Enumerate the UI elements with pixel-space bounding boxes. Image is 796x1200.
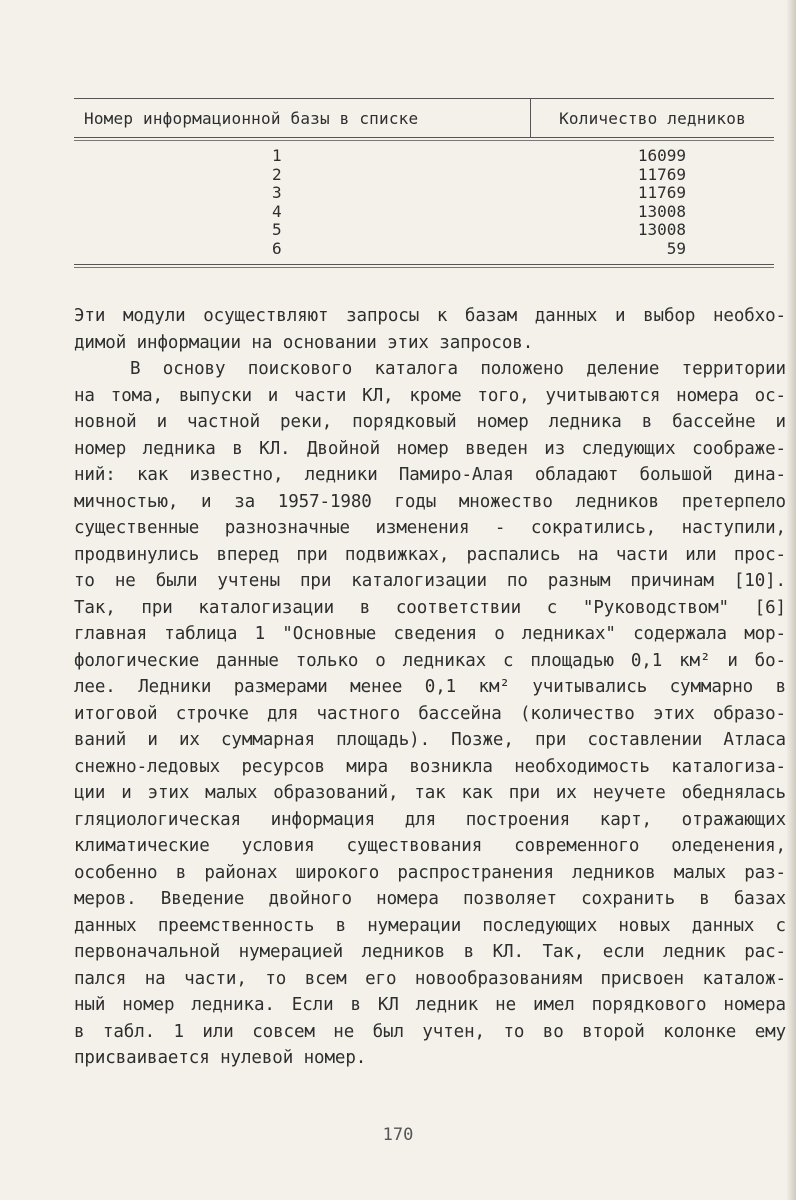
text-line: особенно в районах широкого распространения ледников малых раз- bbox=[74, 862, 786, 883]
text-line: ний: как известно, ледники Памиро-Алая обладают большой дина- bbox=[74, 465, 786, 485]
text-line: существенные разнозначные изменения - сократились, наступили, bbox=[74, 518, 786, 538]
table-header bbox=[74, 99, 774, 137]
header-glacier-count: Количество ледников bbox=[530, 99, 774, 137]
table-cell-count: 59 bbox=[666, 238, 686, 258]
text-line: номер ледника в КЛ. Двойной номер введен из следующих соображе- bbox=[74, 438, 786, 459]
header-base-number: Номер информационной базы в списке bbox=[84, 108, 419, 128]
text-line: итоговой строчке для частного бассейна (количество этих образо- bbox=[74, 703, 786, 724]
text-line: ваний и их суммарная площадь). Позже, при составлении Атласа bbox=[74, 730, 786, 750]
text-line: данных преемственность в нумерации последующих новых данных с bbox=[74, 915, 786, 936]
text-line: первоначальной нумерацией ледников в КЛ. Так, если ледник рас- bbox=[74, 942, 786, 962]
table-cell-num: 6 bbox=[272, 238, 282, 258]
text-line: меров. Введение двойного номера позволяет сохранить в базах bbox=[74, 889, 786, 909]
body-text bbox=[74, 303, 786, 1072]
table-cell-count: 13008 bbox=[637, 201, 686, 221]
text-line: главная таблица 1 "Основные сведения о ледниках" содержала мор- bbox=[74, 624, 786, 644]
text-line: ный номер ледника. Если в КЛ ледник не имел порядкового номера bbox=[74, 995, 786, 1015]
text-line: снежно-ледовых ресурсов мира возникла необходимость каталогиза- bbox=[74, 756, 786, 777]
text-line: ции и этих малых образований, так как при их неучете обеднялась bbox=[74, 783, 786, 803]
text-line: Эти модули осуществляют запросы к базам данных и выбор необхо- bbox=[74, 306, 786, 326]
table-cell-count: 16099 bbox=[637, 146, 686, 165]
text-line: димой информации на основании этих запросов. bbox=[74, 332, 534, 353]
text-line: то не были учтены при каталогизации по разным причинам [10]. bbox=[74, 571, 786, 591]
text-line: мичностью, и за 1957-1980 годы множество ледников претерпело bbox=[74, 491, 786, 512]
text-line: продвинулись вперед при подвижках, распались на части или прос- bbox=[74, 544, 786, 565]
glacier-count-table bbox=[74, 98, 774, 268]
text-line: гляциологическая информация для построения карт, отражающих bbox=[74, 809, 786, 830]
table-cell-num: 1 bbox=[272, 146, 282, 165]
text-line: В основу поискового каталога положено деление территории bbox=[130, 359, 786, 379]
page-edge-shadow bbox=[786, 0, 796, 1200]
table-cell-count: 11769 bbox=[637, 183, 686, 202]
table-cell-num: 4 bbox=[272, 201, 282, 221]
page-number: 170 bbox=[382, 1125, 414, 1145]
table-body bbox=[74, 141, 774, 264]
table-cell-num: 2 bbox=[272, 164, 282, 184]
text-line: новной и частной реки, порядковый номер ледника в бассейне и bbox=[74, 412, 786, 432]
text-line: Так, при каталогизации в соответствии с "Руководством" [6] bbox=[74, 597, 786, 618]
text-line: на тома, выпуски и части КЛ, кроме того, учитываются номера ос- bbox=[74, 385, 786, 406]
table-cell-count: 11769 bbox=[637, 164, 686, 184]
glacier-count-column bbox=[530, 147, 774, 258]
base-number-column bbox=[74, 147, 530, 258]
table-bottom-rule bbox=[74, 264, 774, 268]
text-line: присваивается нулевой номер. bbox=[74, 1048, 367, 1068]
table-cell-num: 3 bbox=[272, 183, 282, 202]
text-line: лее. Ледники размерами менее 0,1 км² учитывались суммарно в bbox=[74, 677, 786, 697]
text-line: фологические данные только о ледниках с площадью 0,1 км² и бо- bbox=[74, 650, 786, 671]
text-line: пался на части, то всем его новообразованиям присвоен каталож- bbox=[74, 968, 786, 989]
table-cell-num: 5 bbox=[272, 220, 282, 239]
text-line: климатические условия существования современного оледенения, bbox=[74, 836, 786, 856]
table-cell-count: 13008 bbox=[637, 220, 686, 239]
text-line: в табл. 1 или совсем не был учтен, то во второй колонке ему bbox=[74, 1021, 786, 1042]
